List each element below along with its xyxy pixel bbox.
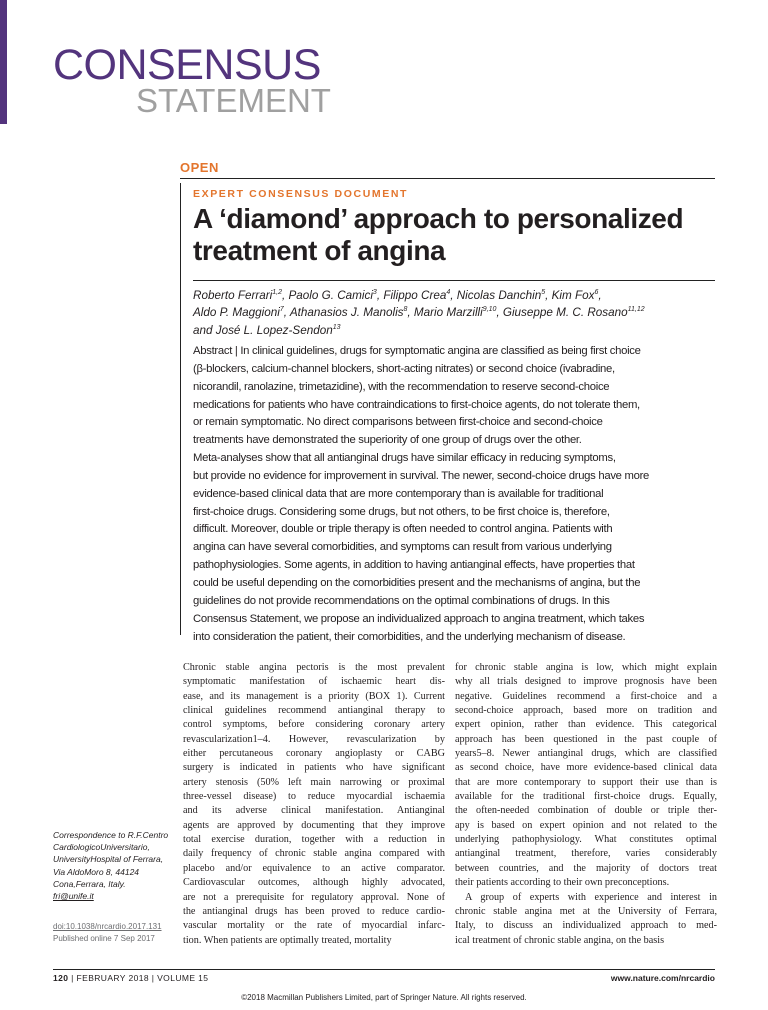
open-access-label: OPEN — [180, 160, 219, 175]
body-line: why all trials designed to improve prognosis have been — [455, 676, 717, 688]
abstract-line: Abstract | In clinical guidelines, drugs for symptomatic angina are classified as being first choice — [193, 345, 641, 357]
body-line: negative. Guidelines recommend a first-choice and a — [455, 690, 717, 702]
abstract-line: Consensus Statement, we propose an individualized approach to angina treatment, which takes — [193, 612, 645, 625]
brand-statement: STATEMENT — [136, 82, 331, 119]
correspondence-line: Universitario, University — [53, 842, 150, 865]
body-line: agents are approved by documenting that they improve — [183, 819, 445, 831]
body-line: A group of experts with experience and interest in — [465, 891, 717, 903]
abstract-line: evidence-based clinical data that are more contemporary than is available for traditional — [193, 487, 604, 500]
body-line: apy is based on expert opinion and not related to the — [455, 819, 717, 831]
body-line: Cardiovascular outcomes, although highly advocated, — [183, 877, 445, 889]
brand-consensus: CONSENSUS — [53, 41, 321, 89]
body-column-left — [183, 661, 445, 948]
body-line: Chronic stable angina pectoris is the most prevalent — [183, 662, 445, 673]
correspondence-line: Ferrara, Italy. — [75, 878, 126, 889]
body-line: underlying pathophysiology. What constitutes optimal — [455, 834, 717, 846]
footer-issue: 120 | FEBRUARY 2018 | VOLUME 15 — [53, 973, 209, 983]
correspondence — [53, 829, 173, 902]
body-line: ease, and its management is a priority (BOX 1). Current — [183, 690, 445, 702]
correspondence-line: Correspondence to R.F. — [53, 830, 143, 840]
abstract-side-rule — [180, 183, 181, 635]
body-column-right — [455, 661, 717, 948]
abstract-line: (β-blockers, calcium-channel blockers, short-acting nitrates) or second choice (ivabradine, — [193, 362, 615, 375]
body-line: expert opinion, rather than evidence. This categorical — [455, 719, 717, 731]
article-meta — [53, 921, 162, 944]
abstract-line: could be useful depending on the comorbidities present and the mechanisms of angina, but the — [193, 576, 641, 589]
body-line: chronic stable angina met at the University of Ferrara, — [455, 905, 717, 917]
abstract-line: treatments have demonstrated the superiority of one group of drugs over the other. — [193, 434, 582, 447]
body-line: their patients according to their own preconceptions. — [455, 877, 670, 889]
body-line: symptomatic manifestation of ischaemic heart dis- — [183, 676, 445, 688]
body-line: total exercise duration, together with a reduction in — [183, 834, 445, 846]
abstract-line: Meta-analyses show that all antianginal drugs have similar efficacy in reducing symptoms, — [193, 452, 616, 465]
body-line: between countries, and the majority of doctors treat — [455, 862, 717, 874]
body-line: as second choice, have more evidence-based clinical data — [455, 762, 717, 774]
abstract-line: pathophysiologies. Some agents, in addition to having antianginal effects, have properties that — [193, 559, 635, 572]
body-line: antianginal treatment, therefore, varies considerably — [455, 848, 717, 860]
body-line: approach has been questioned in the past couple of — [455, 733, 717, 745]
body-line: the antianginal drugs has been proved to reduce cardio- — [183, 905, 445, 917]
author-list: Roberto Ferrari$^{1,2}$, Paolo G. Camici$^3$, Filippo Crea$^4$, Nicolas Danchin$^5$, Kim Fox$^6$, Aldo P. Maggioni$^7$, Athanasios J. Manolis$^8$, Mario Marzilli$^{9,10}$, Giuseppe M. C. Rosano$^{11,12}$ and José L. Lopez-Sendon$^{13}$ — [193, 289, 645, 337]
body-line: second-choice approach, based more on tradition and — [455, 705, 717, 717]
correspondence-line: Hospital of Ferrara, Via Aldo — [53, 854, 164, 877]
published-date: Published online 7 Sep 2017 — [53, 933, 155, 943]
body-line: placebo and/or equivalence to an active comparator. — [183, 862, 445, 874]
body-line: are not a prerequisite for regulatory approval. None of — [183, 891, 445, 903]
body-line: and its adverse clinical manifestation. Antianginal — [183, 805, 445, 817]
body-line: years5–8. Newer antianginal drugs, which are classified — [455, 748, 717, 760]
sidebar-accent-bar — [0, 0, 7, 124]
body-line: Italy, to discuss an individualized approach to med- — [455, 920, 717, 932]
copyright-notice: ©2018 Macmillan Publishers Limited, part of Springer Nature. All rights reserved. — [241, 993, 527, 1002]
body-line: either percutaneous coronary angioplasty or CABG — [183, 748, 445, 760]
body-line: available for the traditional first-choice drugs. Equally, — [455, 791, 717, 803]
body-line: vascular mortality or the rate of myocardial infarc- — [183, 920, 445, 932]
title-line: treatment of angina — [193, 235, 446, 266]
abstract-line: but provide no evidence for improvement in survival. The newer, second-choice drugs have more — [193, 469, 650, 482]
body-line: clinical guidelines recommend antianginal therapy to — [183, 705, 445, 717]
abstract-line: difficult. Moreover, double or triple therapy is often needed to control angina. Patients with — [193, 523, 613, 536]
abstract-line: first-choice drugs. Considering some drugs, but not others, to be first choice is, therefore, — [193, 505, 610, 518]
article-title — [193, 203, 713, 267]
body-line: for chronic stable angina is low, which might explain — [455, 662, 717, 673]
body-line: the often-needed combination of double or triple ther- — [455, 805, 717, 817]
issue-info: FEBRUARY 2018 | VOLUME 15 — [76, 973, 209, 983]
abstract-line: nicorandil, ranolazine, trimetazidine), with the recommendation to reserve second-choice — [193, 380, 610, 393]
abstract-line: medications for patients who have contraindications to first-choice agents, do not tolerate them, — [193, 398, 640, 411]
body-line: revascularization1–4. However, revascularization by — [183, 733, 445, 745]
abstract-line: angina can have several comorbidities, and symptoms can result from various underlying — [193, 541, 612, 554]
abstract — [193, 343, 717, 646]
doi-link[interactable]: doi:10.1038/nrcardio.2017.131 — [53, 922, 162, 931]
body-line: artery stenosis (50% left main narrowing or proximal — [183, 776, 445, 788]
header-divider — [180, 178, 715, 179]
abstract-line: guidelines do not provide recommendations on the optimal combinations of drugs. In this — [193, 594, 610, 607]
journal-brand — [53, 41, 331, 119]
title-divider — [193, 280, 715, 281]
correspondence-email-link[interactable]: fri@unife.it — [53, 891, 94, 902]
body-line: control symptoms, before considering coronary artery — [183, 719, 445, 731]
body-line: tion. When patients are optimally treated, mortality — [183, 934, 392, 946]
correspondence-line: Moro 8, 44124 Cona, — [53, 866, 140, 889]
body-line: surgery is indicated in patients who have significant — [183, 762, 445, 774]
body-line: three-vessel disease) to reduce myocardial ischaemia — [183, 791, 445, 803]
journal-url[interactable]: www.nature.com/nrcardio — [610, 973, 715, 983]
abstract-line: or remain symptomatic. No direct comparisons between first-choice and second-choice — [193, 416, 603, 429]
footer-divider — [53, 969, 715, 970]
correspondence-line: Centro Cardiologico — [53, 830, 169, 853]
body-line: daily frequency of chronic stable angina compared with — [183, 848, 445, 860]
document-type: EXPERT CONSENSUS DOCUMENT — [193, 188, 409, 200]
body-line: that are more contemporary to support their use than is — [455, 776, 717, 788]
abstract-line: into consideration the patient, their comorbidities, and the underlying mechanism of disease. — [193, 630, 626, 643]
title-line: A ‘diamond’ approach to personalized — [193, 203, 684, 234]
page-number: 120 — [53, 973, 69, 983]
body-line: ical treatment of chronic stable angina, on the basis — [455, 934, 665, 946]
